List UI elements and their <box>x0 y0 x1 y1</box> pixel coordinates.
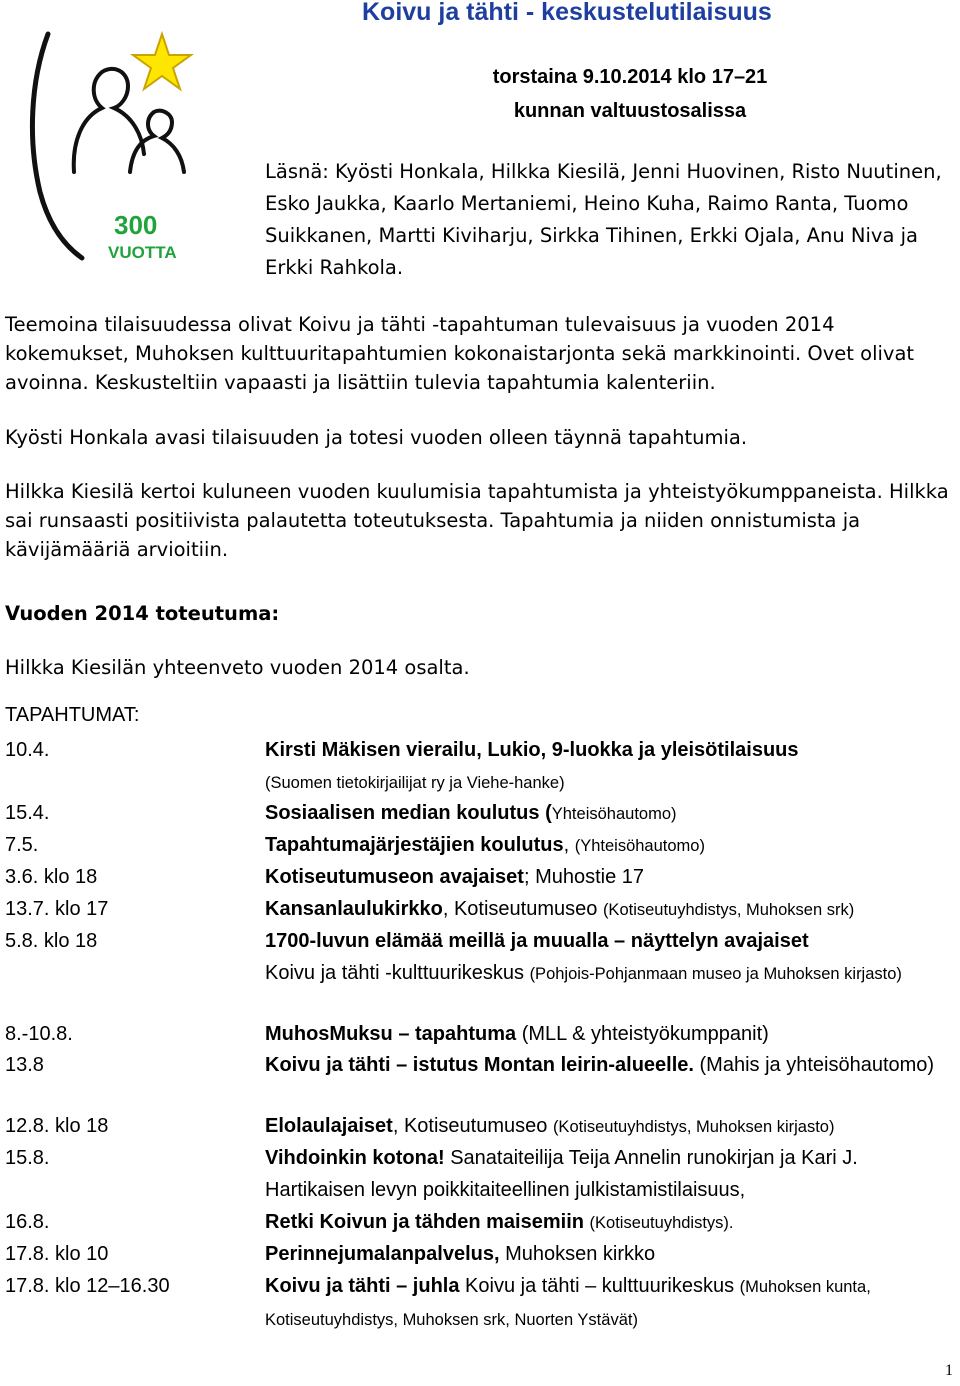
event-rest: Koivu ja tähti -kulttuurikeskus <box>265 962 530 984</box>
event-note: (Kotiseutuyhdistys). <box>589 1214 734 1232</box>
event-date: 7.5. <box>5 834 39 856</box>
event-date: 8.-10.8. <box>5 1023 73 1045</box>
event-text <box>265 861 955 894</box>
event-date: 3.6. klo 18 <box>5 866 98 888</box>
event-text <box>265 1206 955 1239</box>
event-rest: , <box>563 834 575 856</box>
event-date: 13.8 <box>5 1054 44 1076</box>
event-note: (Kotiseutuyhdistys, Muhoksen srk) <box>602 901 855 919</box>
event-date: 12.8. klo 18 <box>5 1115 109 1137</box>
meeting-date: torstaina 9.10.2014 klo 17–21 <box>492 66 768 88</box>
page-title: Koivu ja tähti - keskustelutilaisuus <box>362 0 772 26</box>
event-title: Sosiaalisen median koulutus ( <box>265 802 552 824</box>
event-rest: (Mahis ja yhteisöhautomo) <box>693 1054 935 1076</box>
event-title: Koivu ja tähti – juhla <box>265 1275 460 1297</box>
event-rest: Muhoksen kirkko <box>499 1243 656 1265</box>
paragraph-review: Hilkka Kiesilä kertoi kuluneen vuoden kuulumisia tapahtumista ja yhteistyökumppaneista. Hilkka sai runsaasti positiivista palautetta toteutuksesta. Tapahtumia ja niiden onnistumista ja kävijämääriä arvioitiin. <box>5 480 949 561</box>
event-title: Perinnejumalanpalvelus, <box>265 1243 500 1265</box>
attendees: Läsnä: Kyösti Honkala, Hilkka Kiesilä, Jenni Huovinen, Risto Nuutinen, Esko Jaukka, Kaarlo Mertaniemi, Heino Kuha, Raimo Ranta, Tuomo Suikkanen, Martti Kiviharju, Sirkka Tihinen, Erkki Ojala, Anu Niva ja Erkki Rahkola. <box>265 160 942 279</box>
event-date: 10.4. <box>5 739 50 761</box>
event-text <box>265 925 955 990</box>
event-date: 13.7. klo 17 <box>5 898 109 920</box>
event-title: Tapahtumajärjestäjien koulutus <box>265 834 564 856</box>
event-note: (Yhteisöhautomo) <box>574 837 705 855</box>
event-note: (Suomen tietokirjailijat ry ja Viehe-hanke) <box>265 774 565 792</box>
event-rest: , Kotiseutumuseo <box>442 898 603 920</box>
paragraph-themes: Teemoina tilaisuudessa olivat Koivu ja tähti -tapahtuman tulevaisuus ja vuoden 2014 kokemukset, Muhoksen kulttuuritapahtumien kokonaistarjonta sekä markkinointi. Ovet olivat avoinna. Keskusteltiin vapaasti ja lisättiin tulevia tapahtumia kalenteriin. <box>5 313 915 394</box>
logo-text-300: 300 <box>114 210 158 240</box>
event-title: Elolaulajaiset <box>265 1115 393 1137</box>
event-title: Koivu ja tähti – istutus Montan leirin-alueelle. <box>265 1054 694 1076</box>
event-title: Retki Koivun ja tähden maisemiin <box>265 1211 584 1233</box>
event-title: Kirsti Mäkisen vierailu, Lukio, 9-luokka ja yleisötilaisuus <box>265 739 799 761</box>
event-date: 15.8. <box>5 1147 50 1169</box>
logo-graphic <box>22 22 202 272</box>
event-rest: Koivu ja tähti – kulttuurikeskus <box>459 1275 740 1297</box>
event-rest: , Kotiseutumuseo <box>392 1115 553 1137</box>
event-title: Vihdoinkin kotona! <box>265 1147 445 1169</box>
event-rest: Sanataiteilija Teija Annelin runokirjan ja Kari J. Hartikaisen levyn poikkitaiteellinen julkistamistilaisuus, <box>265 1147 858 1201</box>
event-text <box>265 1142 955 1207</box>
event-text <box>265 1049 955 1082</box>
star-icon <box>133 34 191 89</box>
event-note: (Kotiseutuyhdistys, Muhoksen kirjasto) <box>552 1118 835 1136</box>
300-vuotta-logo <box>22 22 202 272</box>
event-note: (Muhoksen kunta, Kotiseutuyhdistys, Muhoksen srk, Nuorten Ystävät) <box>265 1278 871 1329</box>
event-text <box>265 893 955 926</box>
logo-text-vuotta: VUOTTA <box>108 243 177 262</box>
event-date: 16.8. <box>5 1211 50 1233</box>
event-text <box>265 1018 955 1051</box>
event-text <box>265 1110 955 1143</box>
event-date: 17.8. klo 12–16.30 <box>5 1275 170 1297</box>
paragraph-summary: Hilkka Kiesilän yhteenveto vuoden 2014 osalta. <box>5 656 470 679</box>
events-label: TAPAHTUMAT: <box>5 704 140 726</box>
event-text <box>265 1238 955 1271</box>
event-title: MuhosMuksu – tapahtuma <box>265 1023 517 1045</box>
meeting-info <box>300 60 960 128</box>
event-title: 1700-luvun elämää meillä ja muualla – näyttelyn avajaiset <box>265 930 809 952</box>
event-date: 5.8. klo 18 <box>5 930 98 952</box>
event-text <box>265 797 955 830</box>
event-date: 15.4. <box>5 802 50 824</box>
meeting-place: kunnan valtuustosalissa <box>513 100 747 122</box>
page-number: 1 <box>945 1362 953 1379</box>
event-title: Kotiseutumuseon avajaiset <box>265 866 524 888</box>
event-note: Yhteisöhautomo) <box>551 805 677 823</box>
event-text <box>265 829 955 862</box>
event-title: Kansanlaulukirkko <box>265 898 443 920</box>
paragraph-opening: Kyösti Honkala avasi tilaisuuden ja totesi vuoden olleen täynnä tapahtumia. <box>5 426 748 449</box>
event-text <box>265 734 955 799</box>
event-date: 17.8. klo 10 <box>5 1243 109 1265</box>
event-note: (Pohjois-Pohjanmaan museo ja Muhoksen kirjasto) <box>529 965 902 983</box>
event-text <box>265 1270 955 1336</box>
event-rest: (MLL & yhteistyökumppanit) <box>516 1023 769 1045</box>
event-rest: ; Muhostie 17 <box>523 866 645 888</box>
section-heading: Vuoden 2014 toteutuma: <box>5 602 280 625</box>
